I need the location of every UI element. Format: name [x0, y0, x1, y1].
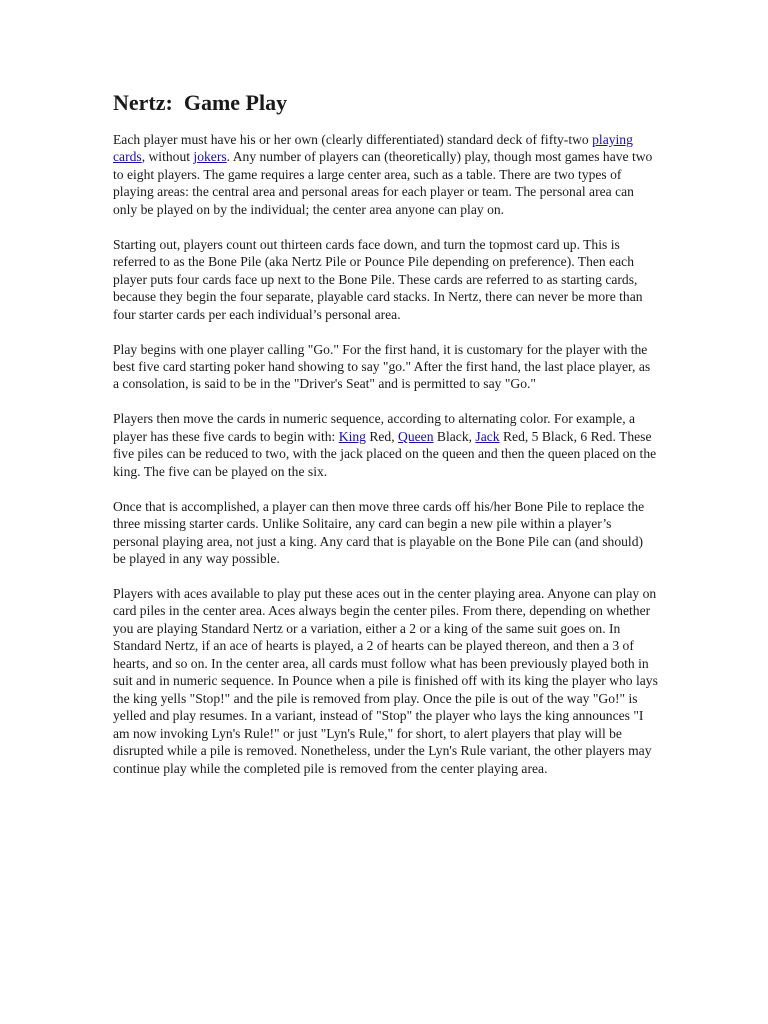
- link-playing-cards[interactable]: playing cards: [113, 132, 633, 165]
- text-run: , without: [141, 149, 194, 165]
- text-run: Red, 5 Black, 6 Red. These five piles can be reduced to two, with the jack placed on the queen and then the queen placed on the king. The five can be played on the six.: [113, 428, 657, 479]
- link-king[interactable]: King: [338, 428, 366, 444]
- text-run: Once that is accomplished, a player can then move three cards off his/her Bone Pile to replace the three missing starter cards. Unlike Solitaire, any card can begin a new pile within a player’s personal playing area, not just a king. Any card that is playable on the Bone Pile can (and should) be played in any way possible.: [113, 498, 645, 567]
- article-body: [113, 131, 658, 777]
- text-run: Players with aces available to play put these aces out in the center playing area. Anyone can play on card piles in the center area. Aces always begin the center piles. From there, depending on whether you are playing Standard Nertz or a variation, either a 2 or a king of the same suit goes on. In Standard Nertz, if an ace of hearts is played, a 2 of hearts can be played thereon, and then a 3 of hearts, and so on. In the center area, all cards must follow what has been previously played both in suit and in numeric sequence. In Pounce when a pile is finished off with its king the player who lays the king yells "Stop!" and the pile is removed from play. Once the pile is out of the way "Go!" is yelled and play resumes. In a variant, instead of "Stop" the player who lays the king announces "I am now invoking Lyn's Rule!" or just "Lyn's Rule," for short, to alert players that play will be disrupted while a pile is removed. Nonetheless, under the Lyn's Rule variant, the other players may continue play while the completed pile is removed from the center playing area.: [113, 586, 658, 776]
- document-page: [113, 88, 658, 795]
- text-run: Each player must have his or her own (clearly differentiated) standard deck of fifty-two: [113, 132, 593, 147]
- paragraph: [113, 131, 658, 218]
- paragraph: [113, 498, 658, 568]
- link-jokers[interactable]: jokers: [193, 149, 227, 165]
- paragraph: [113, 410, 658, 480]
- paragraph: [113, 341, 658, 393]
- link-jack[interactable]: Jack: [475, 428, 500, 444]
- paragraph: [113, 585, 658, 777]
- text-run: Players then move the cards in numeric sequence, according to alternating color. For example, a player has these five cards to begin with:: [113, 411, 636, 444]
- paragraph: [113, 236, 658, 323]
- text-run: Red,: [365, 428, 399, 444]
- link-queen[interactable]: Queen: [398, 428, 434, 444]
- page-title: Nertz: Game Play: [113, 90, 288, 115]
- text-run: . Any number of players can (theoretically) play, though most games have two to eight players. The game requires a large center area, such as a table. There are two types of playing areas: the central area and personal areas for each player or team. The personal area can only be played on by the individual; the center area anyone can play on.: [113, 149, 653, 217]
- text-run: Starting out, players count out thirteen cards face down, and turn the topmost card up. This is referred to as the Bone Pile (aka Nertz Pile or Pounce Pile depending on preference). Then each player puts four cards face up next to the Bone Pile. These cards are referred to as starting cards, because they begin the four separate, playable card stacks. In Nertz, there can never be more than four starter cards per each individual’s personal area.: [113, 236, 643, 322]
- text-run: Play begins with one player calling "Go." For the first hand, it is customary for the player with the best five card starting poker hand showing to say "go." After the first hand, the last place player, as a consolation, is said to be in the "Driver's Seat" and is permitted to say "Go.": [113, 341, 651, 392]
- text-run: Black,: [433, 428, 476, 444]
